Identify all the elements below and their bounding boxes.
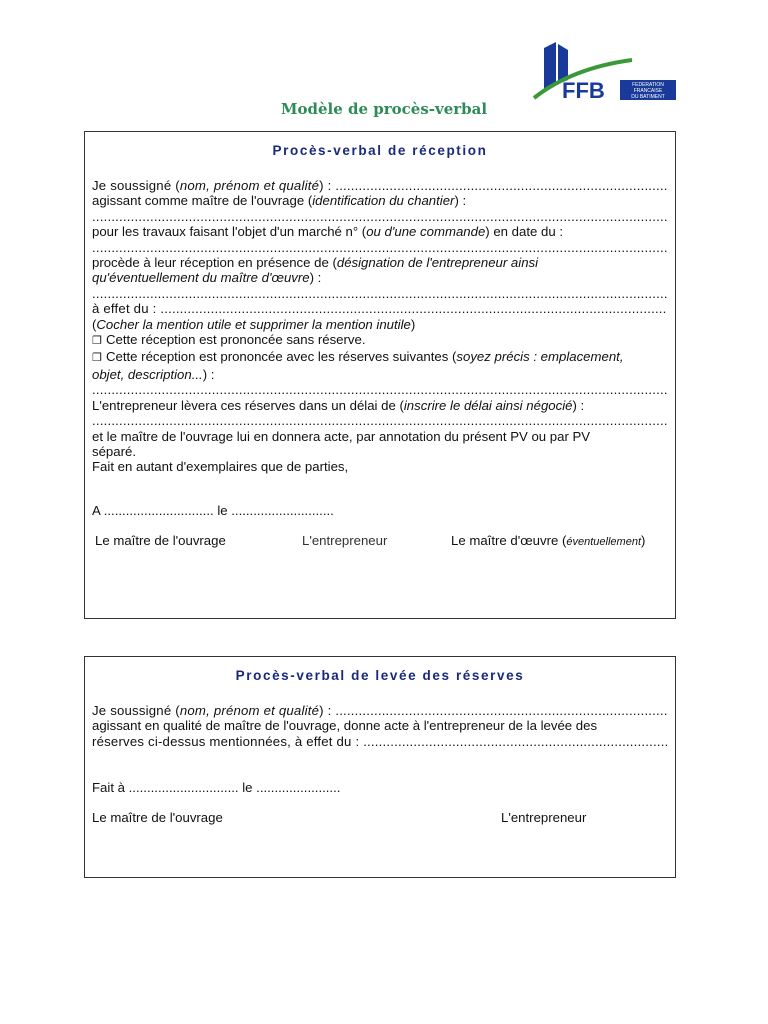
contract-label: pour les travaux faisant l'objet d'un marché n° (ou d'une commande) en date du :: [92, 224, 564, 240]
sign-owner-label: Le maître de l'ouvrage: [95, 533, 226, 548]
delay-field[interactable]: [92, 413, 667, 428]
reception-form: [84, 131, 676, 619]
presence-field[interactable]: [92, 286, 667, 301]
levee-body: [92, 703, 667, 749]
place-date-field[interactable]: A .............................. le ............................: [92, 503, 334, 518]
levee-date-field[interactable]: réserves ci-dessus mentionnées, à effet du : .....: [92, 734, 667, 749]
svg-text:FRANCAISE: FRANCAISE: [633, 88, 663, 94]
acknowledge-text-2: séparé.: [92, 443, 136, 459]
levee-place-date-field[interactable]: Fait à .............................. le .......................: [92, 780, 341, 795]
reserves-field[interactable]: [92, 382, 667, 397]
ffb-logo: [532, 40, 680, 102]
logo-acronym: FFB: [562, 78, 605, 102]
levee-title: Procès-verbal de levée des réserves: [235, 668, 525, 683]
contract-field[interactable]: [92, 240, 667, 255]
option-with-reserves[interactable]: ❐ Cette réception est prononcée avec les réserves suivantes (soyez précis : emplacement,: [92, 349, 667, 366]
option-no-reserve[interactable]: ❐ Cette réception est prononcée sans réserve.: [92, 332, 667, 349]
svg-text:FEDERATION: FEDERATION: [632, 82, 664, 88]
checkbox-icon[interactable]: ❐: [92, 352, 102, 365]
document-title: Modèle de procès-verbal: [280, 100, 488, 118]
presence-label: procède à leur réception en présence de (désignation de l'entrepreneur ainsi: [92, 255, 539, 271]
site-field[interactable]: [92, 209, 667, 224]
option-with-reserves-2: objet, description...) :: [92, 366, 215, 382]
effective-date-field[interactable]: à effet du : .....: [92, 301, 667, 316]
sign-architect-label: Le maître d'œuvre (éventuellement): [451, 533, 646, 548]
reserves-lifting-form: [84, 656, 676, 878]
presence-label-2: qu'éventuellement du maître d'œuvre) :: [92, 270, 322, 286]
reception-title: Procès-verbal de réception: [272, 143, 488, 158]
sign-contractor-label: L'entrepreneur: [302, 533, 388, 548]
levee-owner-field[interactable]: Je soussigné (nom, prénom et qualité) : .....: [92, 703, 667, 718]
levee-text: agissant en qualité de maître de l'ouvrage, donne acte à l'entrepreneur de la levée des: [92, 718, 598, 734]
owner-name-field[interactable]: Je soussigné (nom, prénom et qualité) : .....: [92, 178, 667, 193]
reception-body: [92, 178, 667, 475]
levee-sign-contractor-label: L'entrepreneur: [501, 810, 587, 825]
levee-sign-owner-label: Le maître de l'ouvrage: [92, 810, 223, 825]
owner-site-label: agissant comme maître de l'ouvrage (identification du chantier) :: [92, 193, 467, 209]
ffb-building-icon: [532, 40, 680, 102]
svg-text:DU BATIMENT: DU BATIMENT: [631, 94, 665, 100]
checkbox-icon[interactable]: ❐: [92, 335, 102, 348]
copies-text: Fait en autant d'exemplaires que de parties,: [92, 459, 349, 475]
check-instruction: (Cocher la mention utile et supprimer la mention inutile): [92, 316, 416, 332]
acknowledge-text: et le maître de l'ouvrage lui en donnera acte, par annotation du présent PV ou par PV: [92, 428, 591, 444]
delay-label: L'entrepreneur lèvera ces réserves dans un délai de (inscrire le délai ainsi négocié) :: [92, 397, 585, 413]
